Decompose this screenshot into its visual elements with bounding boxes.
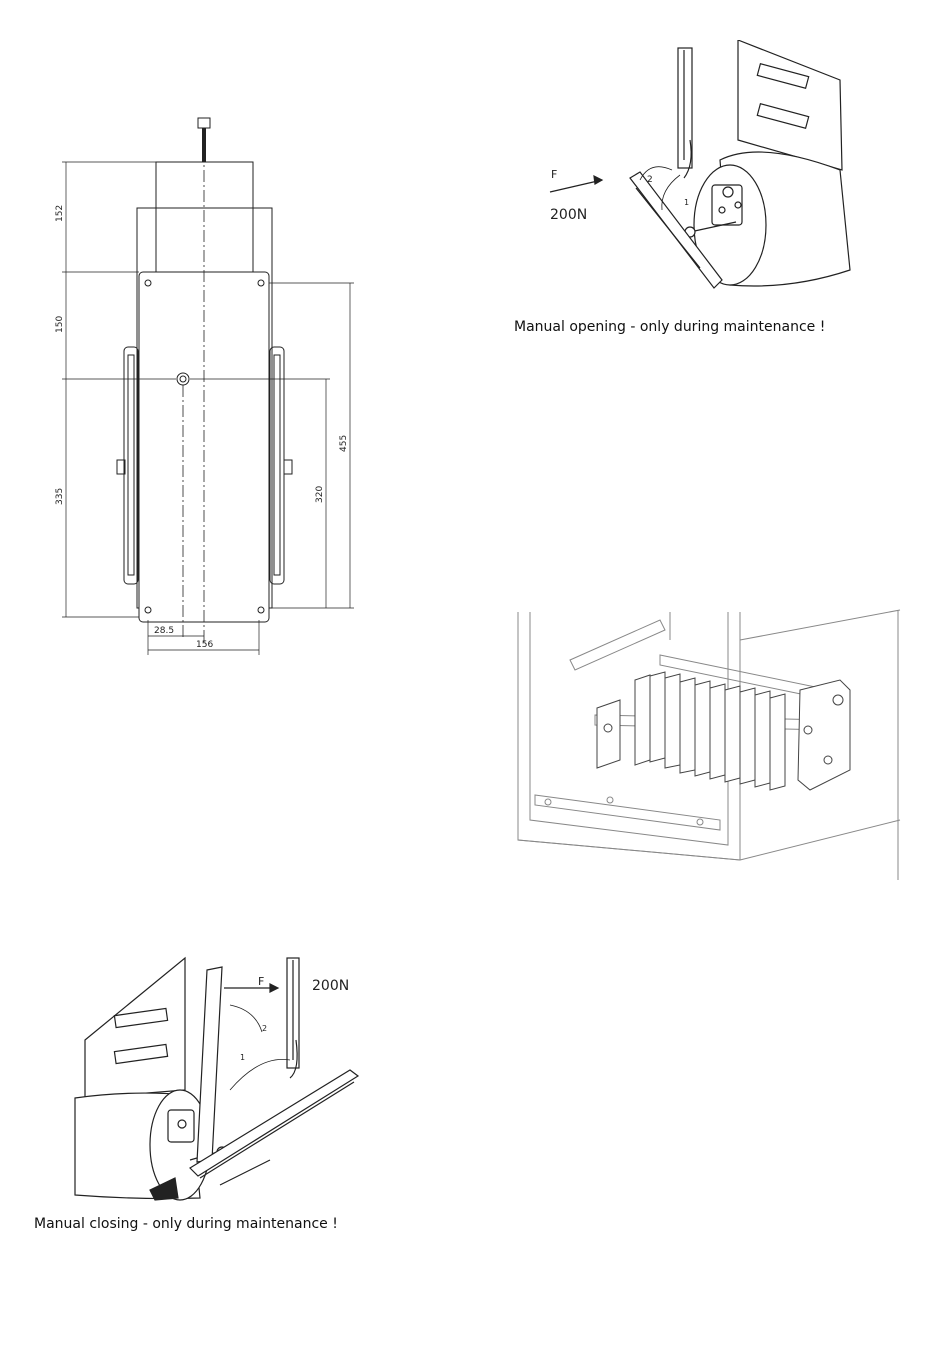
resistor-bank-illustration (510, 605, 905, 885)
manual-closing-illustration (70, 950, 370, 1210)
closing-caption: Manual closing - only during maintenance ! (34, 1216, 338, 1232)
closing-force-value: 200N (312, 978, 350, 994)
dim-152: 152 (55, 204, 65, 222)
closing-step-2: 2 (262, 1024, 268, 1033)
dim-335: 335 (55, 487, 65, 505)
opening-step-1: 1 (684, 198, 690, 207)
opening-caption: Manual opening - only during maintenance ! (514, 319, 826, 335)
manual-opening-illustration (520, 40, 860, 300)
opening-force-value: 200N (550, 207, 588, 223)
dim-455: 455 (339, 434, 349, 452)
dim-320: 320 (315, 485, 325, 503)
opening-step-2: 2 (647, 175, 653, 185)
dim-156: 156 (196, 640, 214, 650)
dim-28-5: 28.5 (154, 626, 175, 636)
dim-150: 150 (55, 315, 65, 333)
closing-step-1: 1 (240, 1053, 246, 1062)
opening-force-label: F (551, 168, 558, 181)
closing-force-label: F (258, 975, 265, 988)
dimension-drawing (40, 100, 380, 660)
